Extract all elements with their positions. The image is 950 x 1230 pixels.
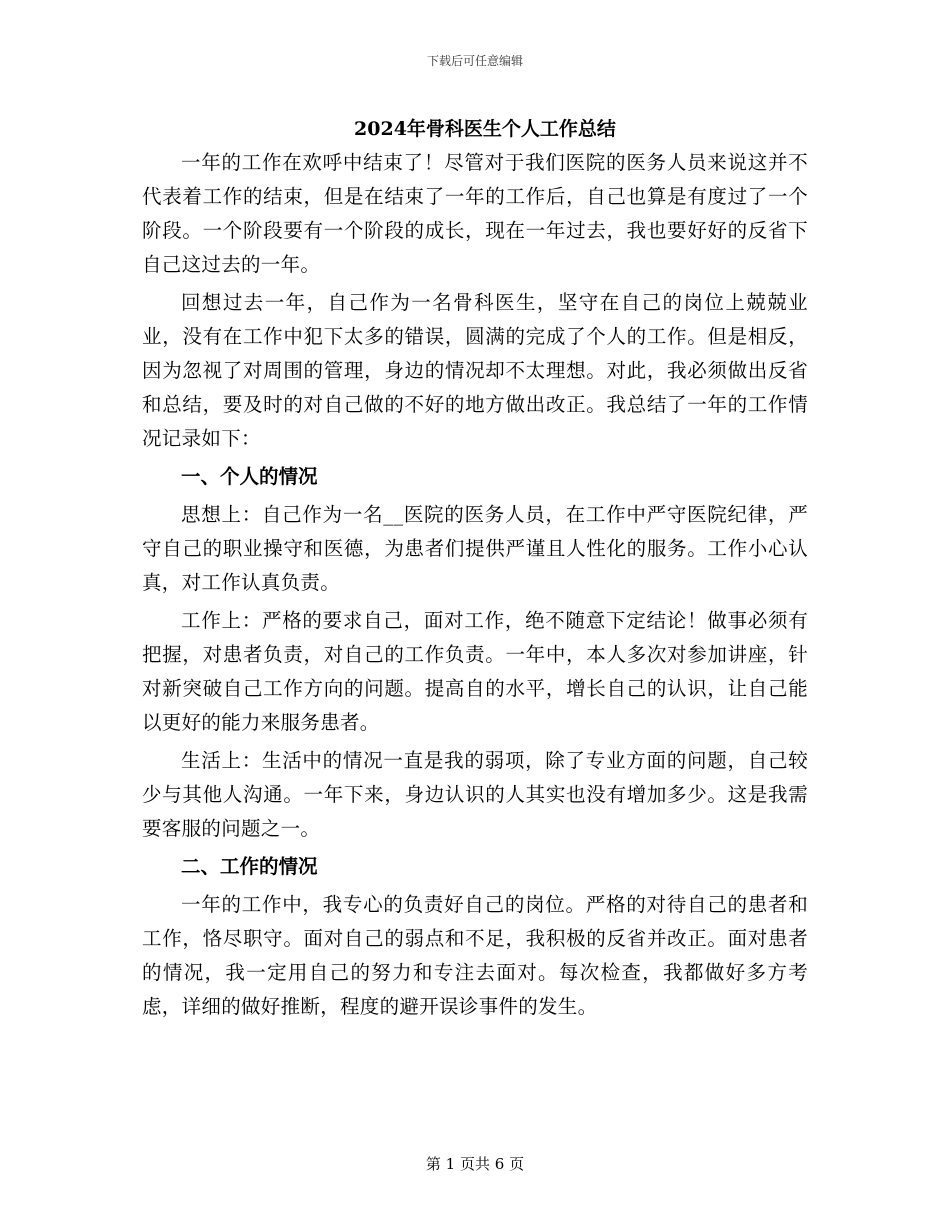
paragraph-life: 生活上：生活中的情况一直是我的弱项，除了专业方面的问题，自己较少与其他人沟通。一年下来，身边认识的人其实也没有增加多少。这是我需要客服的问题之一。 (142, 749, 808, 840)
page-header: 下载后可任意编辑 (426, 54, 523, 68)
section-heading-work: 二、工作的情况 (181, 855, 318, 878)
section-heading-personal: 一、个人的情况 (181, 465, 318, 488)
paragraph-intro-2: 回想过去一年，自己作为一名骨科医生，坚守在自己的岗位上兢兢业业，没有在工作中犯下太多的错误，圆满的完成了个人的工作。但是相反，因为忽视了对周围的管理，身边的情况却不太理想。对此，我必须做出反省和总结，要及时的对自己做的不好的地方做出改正。我总结了一年的工作情况记录如下： (142, 291, 808, 450)
paragraph-work-attitude: 工作上：严格的要求自己，面对工作，绝不随意下定结论！做事必须有把握，对患者负责，对自己的工作负责。一年中，本人多次对参加讲座，针对新突破自己工作方向的问题。提高自的水平，增长自己的认识，让自己能以更好的能力来服务患者。 (142, 609, 808, 734)
document-body (142, 112, 808, 1024)
paragraph-work-status: 一年的工作中，我专心的负责好自己的岗位。严格的对待自己的患者和工作，恪尽职守。面对自己的弱点和不足，我积极的反省并改正。面对患者的情况，我一定用自己的努力和专注去面对。每次检查，我都做好多方考虑，详细的做好推断，程度的避开误诊事件的发生。 (142, 893, 808, 1018)
document-title: 2024年骨科医生个人工作总结 (354, 118, 616, 140)
paragraph-intro-1: 一年的工作在欢呼中结束了！尽管对于我们医院的医务人员来说这并不代表着工作的结束，但是在结束了一年的工作后，自己也算是有度过了一个阶段。一个阶段要有一个阶段的成长，现在一年过去，我也要好好的反省下自己这过去的一年。 (142, 151, 808, 276)
paragraph-thought: 思想上：自己作为一名__医院的医务人员，在工作中严守医院纪律，严守自己的职业操守和医德，为患者们提供严谨且人性化的服务。工作小心认真，对工作认真负责。 (142, 503, 808, 594)
page-footer: 第 1 页共 6 页 (425, 1155, 525, 1173)
